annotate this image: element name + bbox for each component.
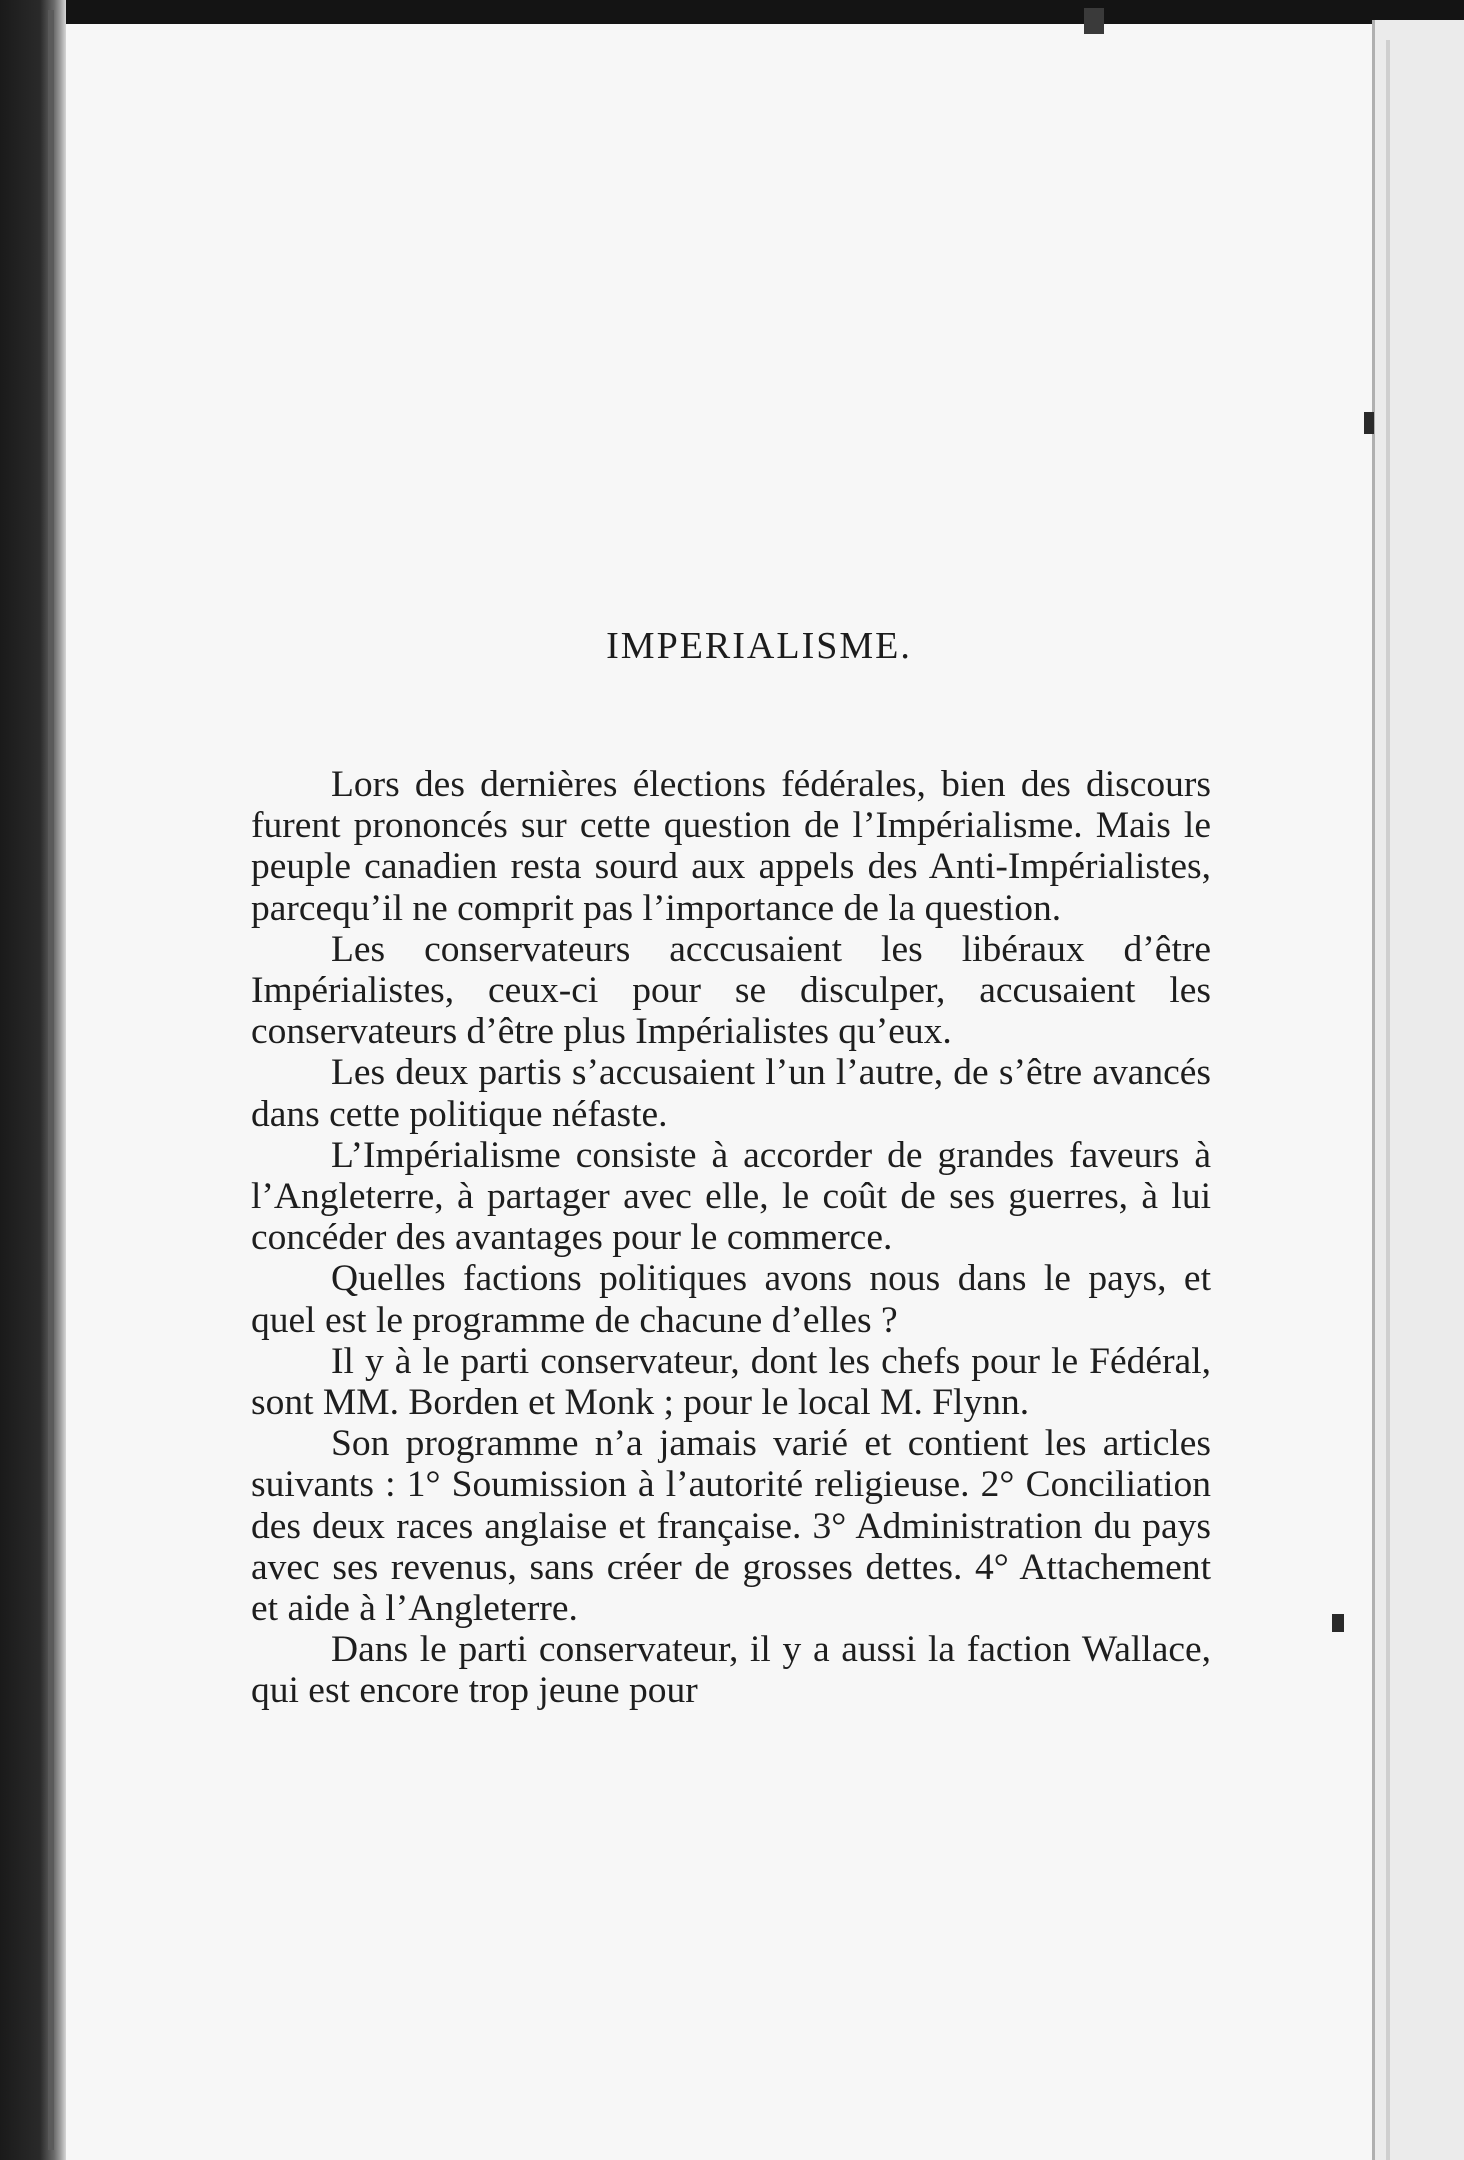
paragraph: Lors des dernières élections fédérales, bien des discours furent prononcés sur cette question de l’Impérialisme. Mais le peuple canadien resta sourd aux appels des Anti-Impérialistes, parcequ’il ne comprit pas l’importance de la question. <box>251 764 1211 929</box>
scan-artifact-mark <box>1364 412 1374 434</box>
book-page <box>66 24 1372 2160</box>
paragraph: Quelles factions politiques avons nous dans le pays, et quel est le programme de chacune d’elles ? <box>251 1258 1211 1341</box>
book-spine-edge <box>0 0 66 2160</box>
page-body <box>251 764 1211 1712</box>
paragraph: Dans le parti conservateur, il y a aussi la faction Wallace, qui est encore trop jeune pour <box>251 1629 1211 1712</box>
paragraph: Son programme n’a jamais varié et contient les articles suivants : 1° Soumission à l’autorité religieuse. 2° Conciliation des deux races anglaise et française. 3° Administration du pays avec ses revenus, sans créer de grosses dettes. 4° Attachement et aide à l’Angleterre. <box>251 1423 1211 1630</box>
paragraph: L’Impérialisme consiste à accorder de grandes faveurs à l’Angleterre, à partager avec elle, le coût de ses guerres, à lui concéder des avantages pour le commerce. <box>251 1134 1211 1259</box>
scan-artifact-mark <box>1084 8 1104 34</box>
paragraph: Les conservateurs acccusaient les libéraux d’être Impérialistes, ceux-ci pour se disculper, accusaient les conservateurs d’être plus Impérialistes qu’eux. <box>251 928 1211 1053</box>
facing-page-fold <box>1386 40 1390 2160</box>
scan-artifact-mark <box>1332 1614 1344 1632</box>
book-binding-line <box>48 10 54 2150</box>
paragraph: Il y à le parti conservateur, dont les chefs pour le Fédéral, sont MM. Borden et Monk ; pour le local M. Flynn. <box>251 1340 1211 1424</box>
page-title: IMPERIALISME. <box>606 625 912 667</box>
paragraph: Les deux partis s’accusaient l’un l’autre, de s’être avancés dans cette politique néfaste. <box>251 1052 1211 1135</box>
